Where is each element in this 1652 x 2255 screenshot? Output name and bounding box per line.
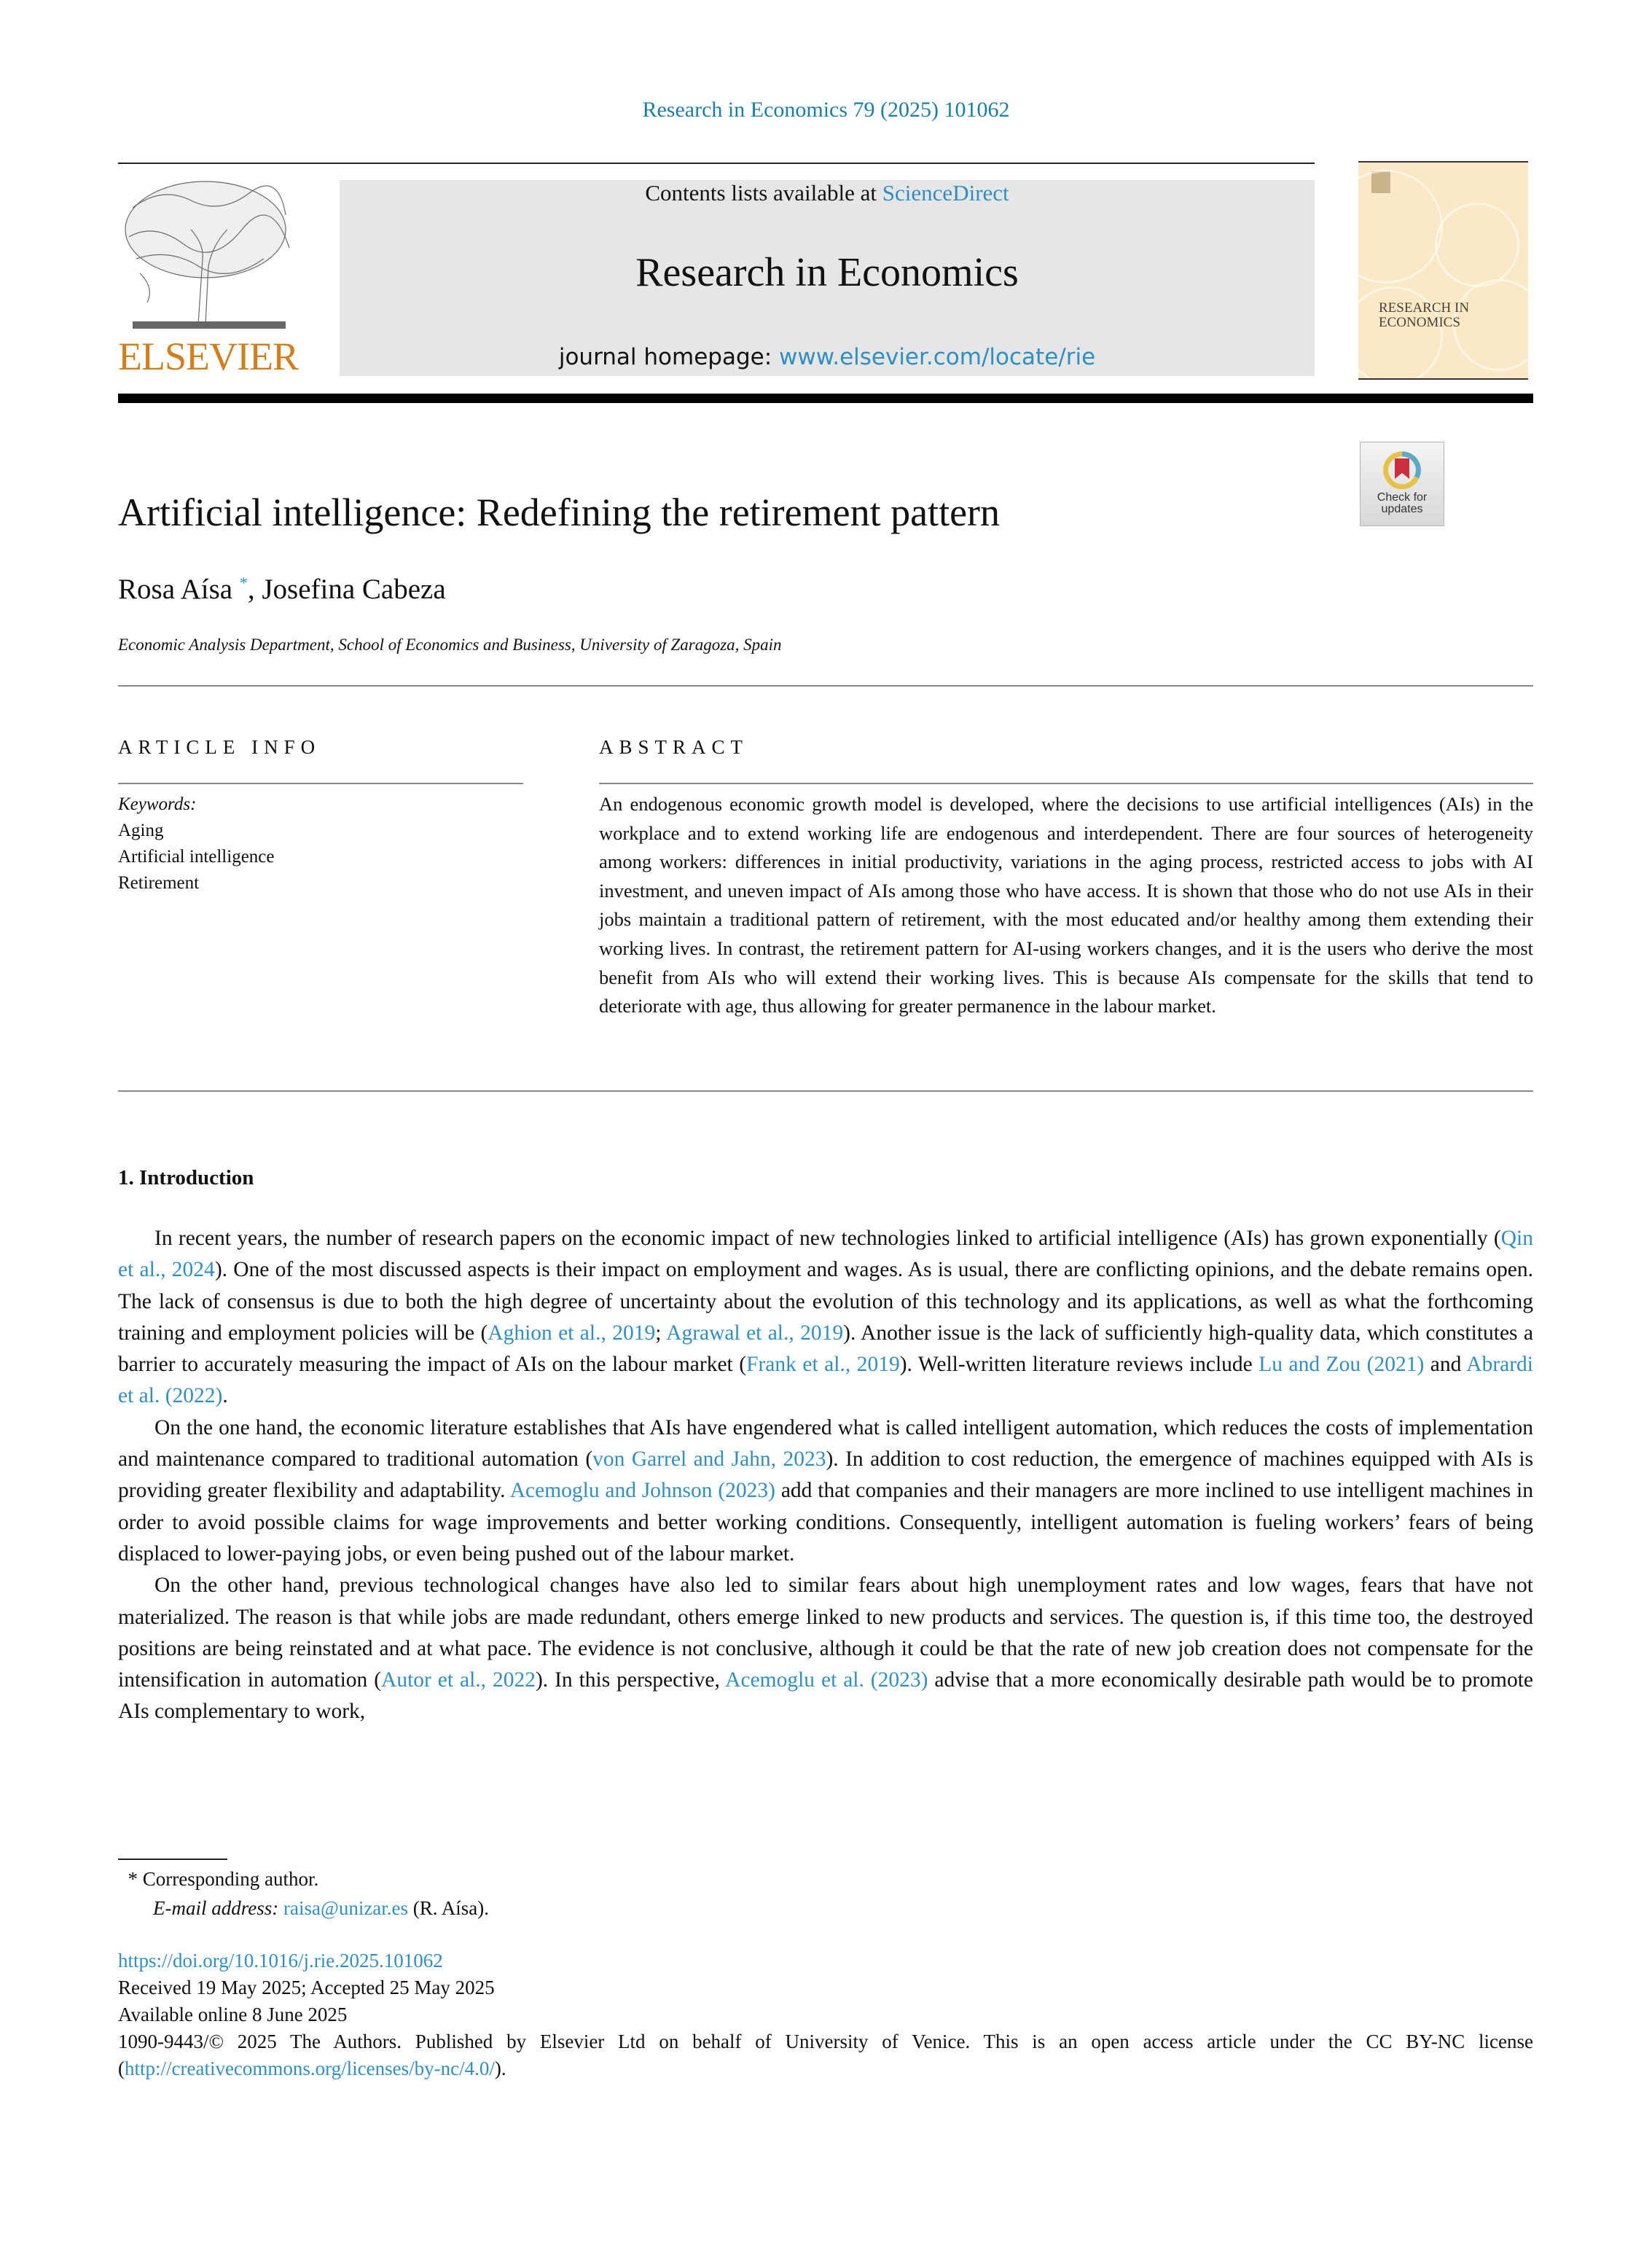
- citation-link[interactable]: Abrardi et al. (2022): [118, 1353, 1534, 1408]
- abstract-bottom-rule: [118, 1090, 1533, 1092]
- email-label: E-mail address:: [153, 1897, 279, 1919]
- text: advise that a more economically desirable path would be to promote AIs complementary to work,: [118, 1668, 1533, 1724]
- text: On the other hand, previous technological changes have also led to similar fears about high unemployment rates and low wages, fears that have not materialized. The reason is that while jobs are made redundant, others emerge linked to new products and services. The question is, if this time too, the destroyed positions are being reinstated and at what pace. The evidence is not conclusive, although it could be that the rate of new job creation does not compensate for the intensification in automation (: [118, 1574, 1533, 1692]
- cover-title: [1379, 301, 1469, 330]
- text: ). In this perspective,: [535, 1668, 726, 1692]
- received-dates: Received 19 May 2025; Accepted 25 May 2025: [118, 1977, 495, 1998]
- cover-seal-icon: [1435, 203, 1519, 287]
- author-2: Josefina Cabeza: [262, 574, 446, 605]
- citation-link[interactable]: Agrawal et al., 2019: [666, 1321, 844, 1345]
- paragraph: [118, 1223, 1533, 1412]
- text: On the one hand, the economic literature establishes that AIs have engendered what is called intelligent automation, which reduces the costs of implementation and maintenance compared to traditional automation (: [118, 1415, 1533, 1472]
- cover-title-line1: RESEARCH IN: [1379, 300, 1470, 316]
- available-online: Available online 8 June 2025: [118, 2004, 348, 2025]
- text: ;: [655, 1321, 667, 1345]
- cover-title-line2: ECONOMICS: [1379, 315, 1460, 330]
- citation-link[interactable]: Lu and Zou (2021): [1258, 1353, 1425, 1377]
- citation-link[interactable]: Aghion et al., 2019: [488, 1321, 656, 1345]
- text: ). In addition to cost reduction, the emergence of machines equipped with AIs is providing greater flexibility and adaptability.: [118, 1447, 1534, 1503]
- publication-info: [118, 1947, 1533, 2082]
- header-rule-top: [118, 163, 1315, 164]
- text: ). Well-written literature reviews include: [899, 1353, 1259, 1377]
- text: ). Another issue is the lack of sufficiently high-quality data, which constitutes a barrier to accurately measuring the impact of AIs on the labour market (: [118, 1321, 1533, 1377]
- footnote: [118, 1864, 489, 1923]
- footnote-mark: *: [128, 1868, 138, 1890]
- doi-link[interactable]: https://doi.org/10.1016/j.rie.2025.101062: [118, 1950, 443, 1971]
- abstract-heading: ABSTRACT: [599, 736, 749, 758]
- footnote-email: [118, 1894, 489, 1923]
- homepage-prefix: journal homepage:: [558, 344, 779, 370]
- journal-cover-thumbnail[interactable]: [1358, 161, 1528, 380]
- keywords-label: Keywords:: [118, 794, 197, 814]
- text: ). One of the most discussed aspects is their impact on employment and wages. As is usual, there are conflicting opinions, and the debate remains open. The lack of consensus is due to both the high degree of uncertainty about the evolution of this technology and its applications, as well as what the forthcoming training and employment policies will be (: [118, 1258, 1533, 1345]
- footnote-corresponding-text: Corresponding author.: [142, 1868, 319, 1890]
- article-info-rule: [118, 783, 523, 784]
- footnote-rule: [118, 1859, 227, 1860]
- check-updates-label-line2: updates: [1381, 503, 1423, 515]
- elsevier-wordmark: ELSEVIER: [118, 335, 298, 378]
- homepage-link[interactable]: www.elsevier.com/locate/rie: [779, 344, 1096, 370]
- abstract-rule: [599, 783, 1533, 784]
- copyright-text: 1090-9443/© 2025 The Authors. Published by Elsevier Ltd on behalf of University of Venice. This is an open access article under the CC BY-NC license (: [118, 2031, 1533, 2079]
- email-suffix: (R. Aísa).: [408, 1897, 490, 1919]
- check-for-updates-button[interactable]: [1360, 442, 1444, 526]
- author-1: Rosa Aísa: [118, 574, 233, 605]
- citation-link[interactable]: Acemoglu and Johnson (2023): [509, 1479, 776, 1503]
- footnote-corresponding: [118, 1864, 489, 1894]
- copyright-notice: [118, 2028, 1533, 2082]
- sciencedirect-link[interactable]: ScienceDirect: [882, 180, 1009, 206]
- affiliation: Economic Analysis Department, School of Economics and Business, University of Zaragoza, Spain: [118, 636, 782, 654]
- section-heading-introduction: 1. Introduction: [118, 1166, 254, 1189]
- keyword-item: Artificial intelligence: [118, 847, 275, 867]
- elsevier-logo[interactable]: [118, 179, 296, 377]
- check-updates-label: [1361, 492, 1444, 515]
- paragraph: [118, 1412, 1533, 1570]
- citation-link[interactable]: Autor et al., 2022: [381, 1668, 536, 1692]
- copyright-end: ).: [494, 2057, 506, 2079]
- license-link[interactable]: http://creativecommons.org/licenses/by-nc/4.0/: [125, 2057, 495, 2079]
- contents-prefix: Contents lists available at: [645, 180, 882, 206]
- check-updates-icon: [1383, 451, 1421, 489]
- cover-seal-icon: [1358, 170, 1443, 284]
- text: and: [1424, 1353, 1467, 1377]
- journal-citation[interactable]: Research in Economics 79 (2025) 101062: [642, 98, 1010, 122]
- text: .: [222, 1384, 228, 1408]
- citation-link[interactable]: von Garrel and Jahn, 2023: [592, 1447, 826, 1472]
- keyword-item: Retirement: [118, 873, 200, 893]
- abstract-text: An endogenous economic growth model is developed, where the decisions to use artificial intelligences (AIs) in the workplace and to extend working life are endogenous and interdependent. There are four sources of heterogeneity among workers: differences in initial productivity, variations in the aging process, restricted access to jobs with AI investment, and uneven impact of AIs among those who have access. It is shown that those who do not use AIs in their jobs maintain a traditional pattern of retirement, with the most educated and/or healthy among them extending their working lives. In contrast, the retirement pattern for AI-using workers changes, and it is the users who derive the most benefit from AIs who will extend their working lives. This is because AIs compensate for the skills that tend to deteriorate with age, thus allowing for greater permanence in the labour market.: [599, 793, 1533, 1017]
- journal-title: Research in Economics: [635, 250, 1019, 295]
- keyword-item: Aging: [118, 821, 164, 840]
- paragraph: [118, 1570, 1533, 1727]
- citation-link[interactable]: Frank et al., 2019: [746, 1353, 900, 1377]
- author-list: [118, 573, 446, 606]
- header-rule-bottom: [118, 394, 1533, 403]
- introduction-body: [118, 1223, 1533, 1728]
- citation-link[interactable]: Acemoglu et al. (2023): [725, 1668, 928, 1692]
- corresponding-author-link[interactable]: *: [239, 574, 248, 592]
- author-separator: ,: [247, 574, 262, 605]
- journal-homepage: [340, 344, 1315, 370]
- article-title: Artificial intelligence: Redefining the retirement pattern: [118, 491, 1001, 534]
- contents-line: [340, 180, 1315, 206]
- journal-banner: [340, 180, 1315, 376]
- elsevier-tree-icon: [118, 179, 296, 332]
- divider: [118, 685, 1533, 687]
- keywords-block: [118, 792, 275, 896]
- text: In recent years, the number of research papers on the economic impact of new technologies linked to artificial intelligence (AIs) has grown exponentially (: [154, 1227, 1501, 1250]
- article-info-heading: ARTICLE INFO: [118, 736, 321, 758]
- citation-link[interactable]: Qin et al., 2024: [118, 1227, 1533, 1282]
- text: add that companies and their managers are more inclined to use intelligent machines in order to avoid possible claims for wage improvements and better working conditions. Consequently, intelligent automation is fueling workers’ fears of being displaced to lower-paying jobs, or even being pushed out of the labour market.: [118, 1479, 1534, 1566]
- check-updates-label-line1: Check for: [1377, 491, 1428, 504]
- email-link[interactable]: raisa@unizar.es: [283, 1897, 409, 1919]
